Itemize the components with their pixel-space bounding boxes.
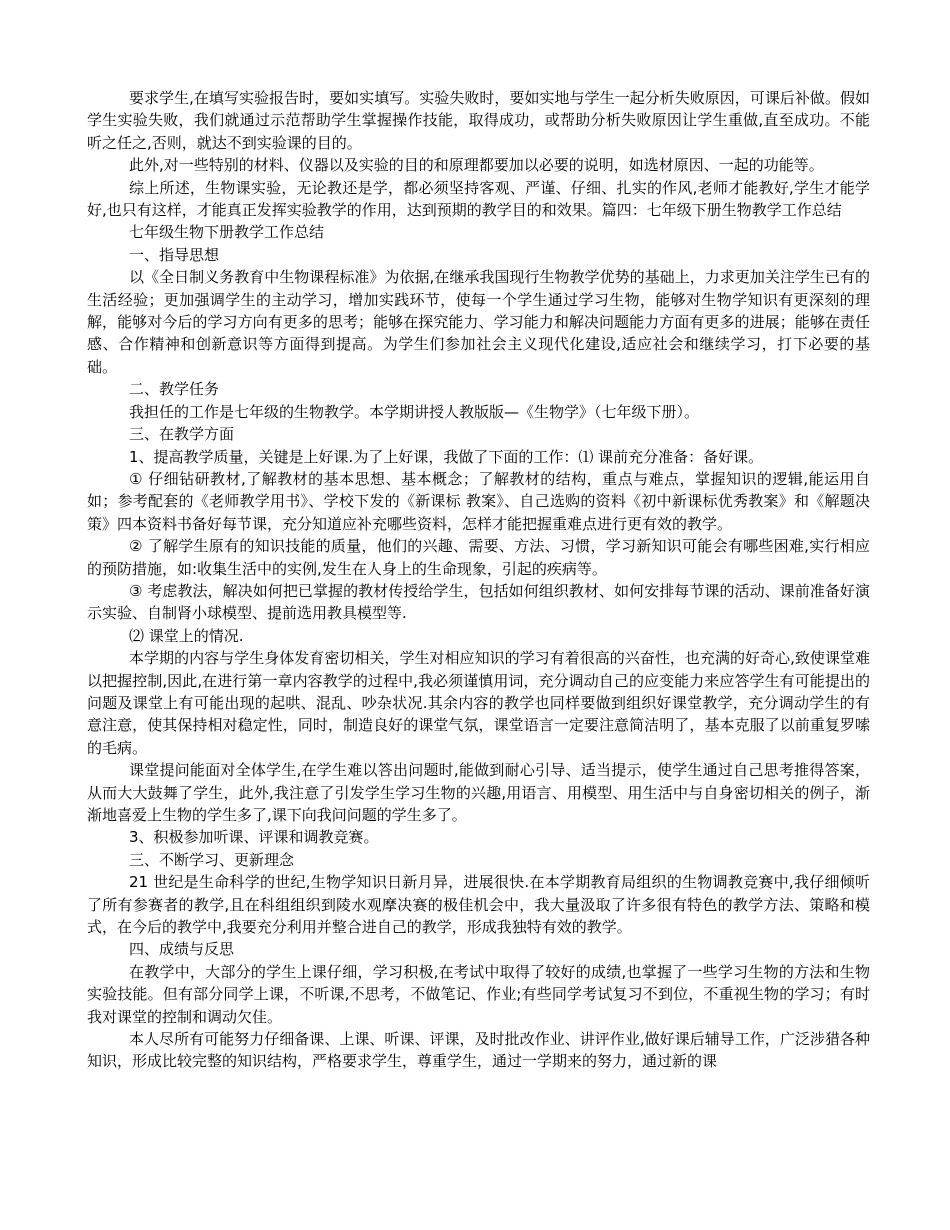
paragraph-guiding-ideas: 以《全日制义务教育中生物课程标准》为依据,在继承我国现行生物教学优势的基础上，力求更加关注学生已有的生活经验；更加强调学生的主动学习，增加实践环节，使每一个学生通过学习生物，能够对生物学知识有更深刻的理解，能够对今后的学习方向有更多的思考；能够在探究能力、学习能力和解决问题能力方面有更多的进展；能够在责任感、合作精神和创新意识等方面得到提高。为学生们参加社会主义现代化建设,适应社会和继续学习，打下必要的基础。: [87, 268, 870, 376]
paragraph-report-requirements: 要求学生,在填写实验报告时，要如实填写。实验失败时，要如实地与学生一起分析失败原因，可课后补做。假如学生实验失败，我们就通过示范帮助学生掌握操作技能，取得成功，或帮助分析失败原因让学生重做,直至成功。不能听之任之,否则，就达不到实验课的目的。: [87, 89, 870, 152]
paragraph-classroom-control: 本学期的内容与学生身体发育密切相关，学生对相应知识的学习有着很高的兴奋性，也充满的好奇心,致使课堂难以把握控制,因此,在进行第一章内容教学的过程中,我必须谨慎用词，充分调动自己的应变能力来应答学生有可能提出的问题及课堂上有可能出现的起哄、混乱、吵杂状况.其余内容的教学也同样要做到组织好课堂教学，充分调动学生的有意注意，使其保持相对稳定性，同时，制造良好的课堂气氛，课堂语言一定要注意简洁明了，基本克服了以前重复罗嗦的毛病。: [87, 649, 870, 757]
paragraph-summary: 综上所述，生物课实验，无论教还是学，都必须坚持客观、严谨、仔细、扎实的作风,老师才能教好,学生才能学好,也只有这样，才能真正发挥实验教学的作用，达到预期的教学目的和效果。篇四：七年级下册生物教学工作总结: [87, 178, 870, 220]
paragraph-classroom-questions: 课堂提问能面对全体学生,在学生难以答出问题时,能做到耐心引导、适当提示，使学生通过自己思考推得答案，从而大大鼓舞了学生，此外,我注意了引发学生学习生物的兴趣,用语言、用模型、用生活中与自身密切相关的例子，渐渐地喜爱上生物的学生多了,课下向我问问题的学生多了。: [87, 761, 870, 824]
paragraph-keep-learning: 21 世纪是生命科学的世纪,生物学知识日新月异，进展很快.在本学期教育局组织的生物调教竞赛中,我仔细倾听了所有参赛者的教学,且在科组组织到陵水观摩决赛的极佳机会中，我大量汲取了许多很有特色的教学方法、策略和模式，在今后的教学中,我要充分利用并整合进自己的教学，形成我独特有效的教学。: [87, 873, 870, 937]
paragraph-attend-lessons: 3、积极参加听课、评课和调教竞赛。: [129, 828, 379, 847]
paragraph-results: 在教学中，大部分的学生上课仔细，学习积极,在考试中取得了较好的成绩,也掌握了一些学习生物的方法和生物实验技能。但有部分同学上课，不听课,不思考，不做笔记、作业;有些同学考试复习不到位，不重视生物的学习；有时我对课堂的控制和调动欠佳。: [87, 962, 870, 1026]
paragraph-study-materials: ① 仔细钻研教材,了解教材的基本思想、基本概念；了解教材的结构，重点与难点，掌握知识的逻辑,能运用自如；参考配套的《老师教学用书》、学校下发的《新课标 教案》、自己选购的资料《初中新课标优秀教案》和《解题决策》四本资料书备好每节课，充分知道应补充哪些资料，怎样才能把握重难点进行更有效的教学。: [87, 469, 870, 533]
section-title: 七年级生物下册教学工作总结: [129, 223, 325, 242]
document-body: [87, 87, 870, 1073]
heading-guiding-ideas: 一、指导思想: [129, 245, 220, 264]
paragraph-teaching-methods: ③ 考虑教法，解决如何把已掌握的教材传授给学生，包括如何组织教材、如何安排每节课的活动、课前准备好演示实验、自制肾小球模型、提前选用教具模型等.: [87, 581, 870, 623]
paragraph-improve-quality: 1、提高教学质量，关键是上好课.为了上好课，我做了下面的工作：⑴ 课前充分准备：备好课。: [129, 447, 764, 466]
heading-results-reflection: 四、成绩与反思: [129, 940, 235, 959]
heading-teaching-aspects: 三、在教学方面: [129, 425, 235, 444]
heading-classroom-situation: ⑵ 课堂上的情况.: [129, 626, 244, 645]
paragraph-materials-note: 此外,对一些特别的材料、仪器以及实验的目的和原理都要加以必要的说明，如选材原因、一起的功能等。: [129, 156, 824, 175]
heading-keep-learning: 三、不断学习、更新理念: [129, 850, 295, 869]
paragraph-know-students: ② 了解学生原有的知识技能的质量，他们的兴趣、需要、方法、习惯，学习新知识可能会有哪些困难,实行相应的预防措施，如:收集生活中的实例,发生在人身上的生命现象，引起的疾病等。: [87, 537, 870, 578]
paragraph-teaching-tasks: 我担任的工作是七年级的生物教学。本学期讲授人教版版—《生物学》（七年级下册）。: [129, 402, 700, 421]
heading-teaching-tasks: 二、教学任务: [129, 380, 220, 399]
paragraph-efforts: 本人尽所有可能努力仔细备课、上课、听课、评课，及时批改作业、讲评作业,做好课后辅导工作，广泛涉猎各种知识，形成比较完整的知识结构，严格要求学生，尊重学生，通过一学期来的努力，通过新的课: [87, 1030, 870, 1071]
